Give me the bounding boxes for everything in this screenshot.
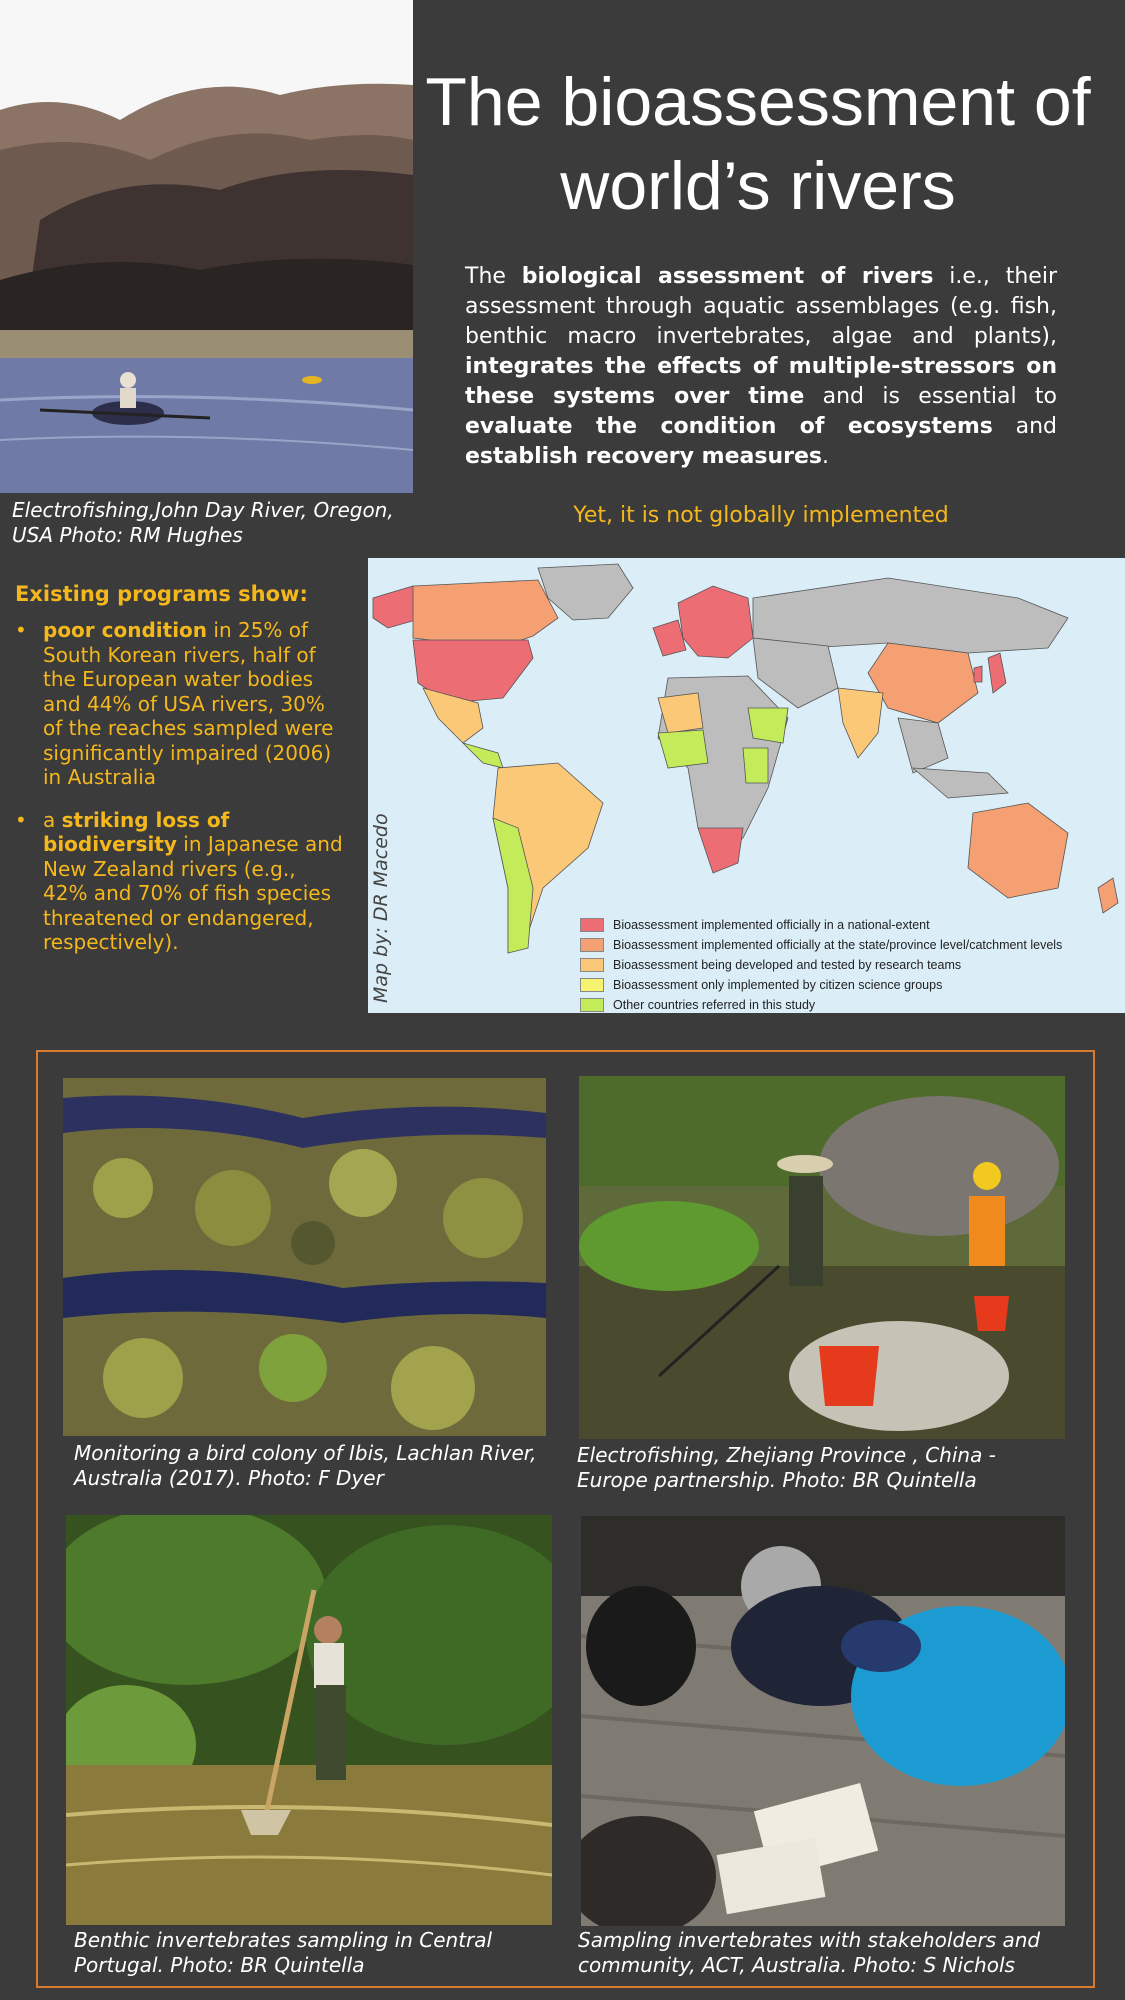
bird-colony-photo [63,1078,546,1436]
community-sampling-illustration [581,1516,1065,1926]
legend-swatch [580,918,604,932]
intro-text-3: and is essential to [804,384,1057,409]
legend-entry [580,915,1062,935]
list-item [15,808,345,955]
legend-swatch [580,938,604,952]
gallery-caption-3: Benthic invertebrates sampling in Central Portugal. Photo: BR Quintella [74,1928,493,1977]
gallery-caption-2: Electrofishing, Zhejiang Province , China - Europe partnership. Photo: BR Quintella [577,1443,996,1492]
intro-text-4: and [992,414,1057,439]
gallery-caption-4: Sampling invertebrates with stakeholders and community, ACT, Australia. Photo: S Nichols [578,1928,1041,1977]
bullet-icon: • [15,618,27,642]
river-rafting-photo [0,0,413,493]
legend-label: Bioassessment only implemented by citizen science groups [613,978,943,992]
legend-swatch [580,958,604,972]
legend-label: Bioassessment being developed and tested by research teams [613,958,962,972]
intro-bold-4: establish recovery measures [465,444,822,469]
page-title: The bioassessment of world’s rivers [425,64,1091,224]
item2-text: in Japanese and New Zealand rivers (e.g., 42% and 70% of fish species threatened or endangered, respectively). [43,832,343,954]
existing-programs-section [15,582,345,973]
bullet-icon: • [15,807,27,832]
intro-text-1: The [465,264,522,289]
item2-bold: striking loss of biodiversity [43,807,230,856]
electrofishing-china-photo [579,1076,1065,1439]
wetland-illustration [63,1078,546,1436]
legend-swatch [580,998,604,1012]
intro-bold-2: integrates the effects of multiple-stressors on these systems over time [465,354,1057,409]
top-photo-caption: Electrofishing,John Day River, Oregon, USA Photo: RM Hughes [12,498,394,547]
stream-sampling-illustration [579,1076,1065,1439]
intro-paragraph [465,262,1057,472]
intro-bold-3: evaluate the condition of ecosystems [465,414,993,439]
legend-entry [580,975,1062,995]
item1-text: in 25% of South Korean rivers, half of the European water bodies and 44% of USA rivers, 30% of the reaches sampled were significantly impaired (2006) in Australia [43,618,334,789]
legend-entry [580,935,1062,955]
map-credit: Map by: DR Macedo [370,813,392,1003]
river-rafting-illustration [0,0,413,493]
intro-text-5: . [821,444,829,469]
intro-bold-1: biological assessment of rivers [521,264,934,289]
gallery-caption-1: Monitoring a bird colony of Ibis, Lachlan River, Australia (2017). Photo: F Dyer [74,1441,537,1490]
legend-swatch [580,978,604,992]
item2-prefix: a [43,807,62,832]
programs-heading: Existing programs show: [15,582,308,606]
legend-label: Other countries referred in this study [613,998,816,1012]
map-legend [580,915,1062,1015]
legend-label: Bioassessment implemented officially in a national-extent [613,918,930,932]
legend-entry [580,955,1062,975]
item1-bold: poor condition [43,618,208,642]
benthic-sampling-photo [66,1515,552,1925]
list-item [15,618,345,790]
programs-list [15,618,345,955]
stakeholders-sampling-photo [581,1516,1065,1926]
legend-label: Bioassessment implemented officially at the state/province level/catchment levels [613,938,1063,952]
legend-entry [580,995,1062,1015]
river-sampling-illustration [66,1515,552,1925]
intro-text-2: i.e., their assessment through aquatic assemblages (e.g. fish, benthic macro invertebrates, algae and plants), [465,264,1057,349]
not-implemented-statement: Yet, it is not globally implemented [573,503,949,528]
